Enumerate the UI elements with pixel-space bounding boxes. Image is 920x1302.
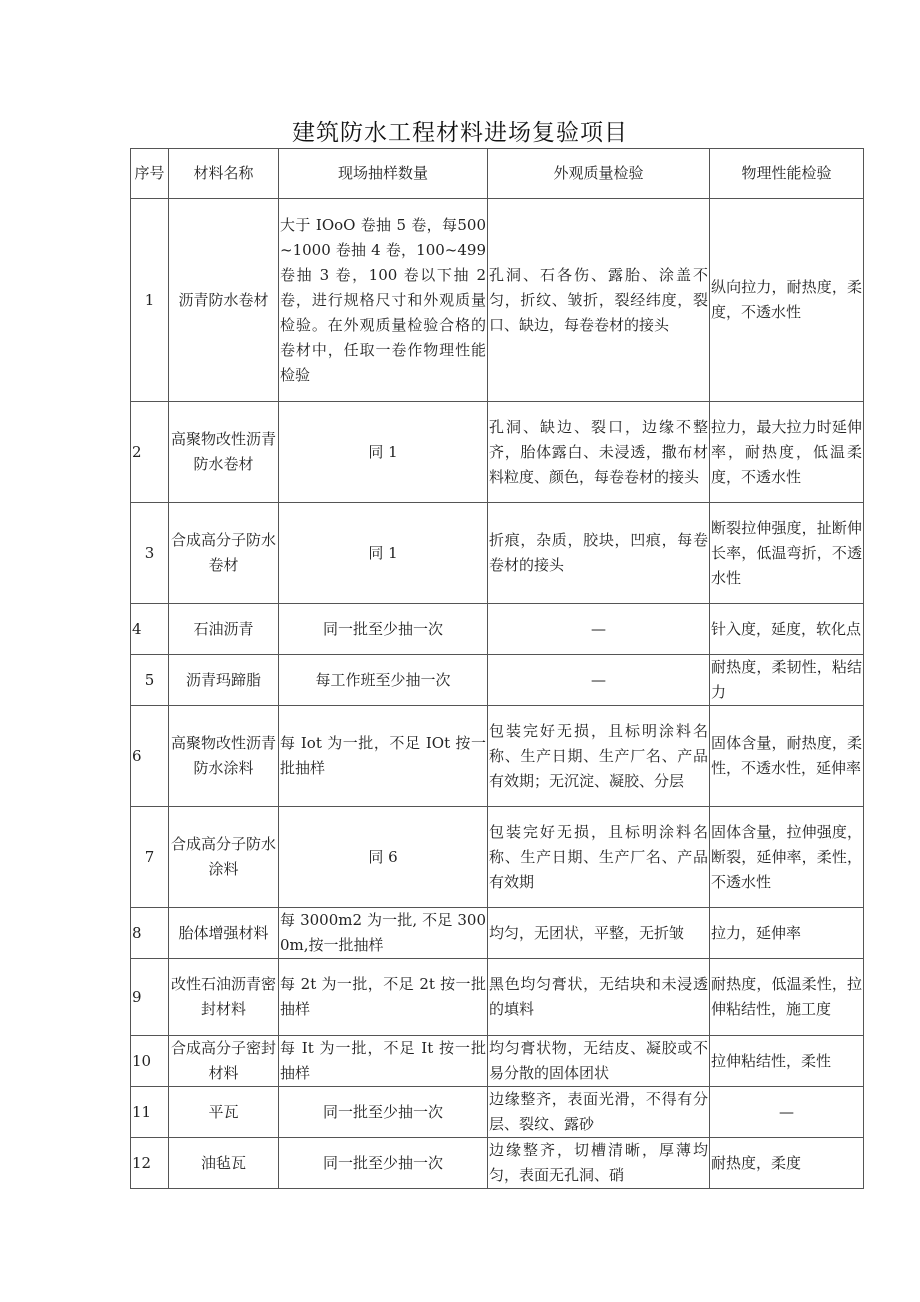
row-appearance: 黑色均匀膏状，无结块和未浸透的填料 [488, 959, 710, 1036]
row-material-name: 平瓦 [169, 1087, 279, 1138]
row-material-name: 沥青玛蹄脂 [169, 655, 279, 706]
row-appearance: 均匀，无团状，平整，无折皱 [488, 908, 710, 959]
row-sample-quantity: 每 It 为一批，不足 It 按一批抽样 [279, 1036, 488, 1087]
row-physical: 拉伸粘结性，柔性 [710, 1036, 864, 1087]
row-physical: 纵向拉力，耐热度，柔度，不透水性 [710, 199, 864, 402]
row-material-name: 合成高分子防水涂料 [169, 807, 279, 908]
row-seq: 11 [131, 1087, 169, 1138]
row-seq: 10 [131, 1036, 169, 1087]
row-physical: 耐热度，柔韧性，粘结力 [710, 655, 864, 706]
table-row [131, 807, 864, 908]
row-physical: 针入度，延度，软化点 [710, 604, 864, 655]
row-physical: 断裂拉伸强度，扯断伸长率，低温弯折，不透水性 [710, 503, 864, 604]
header-physical-check: 物理性能检验 [710, 149, 864, 199]
header-sample-quantity: 现场抽样数量 [279, 149, 488, 199]
row-appearance: 均匀膏状物，无结皮、凝胶或不易分散的固体团状 [488, 1036, 710, 1087]
row-seq: 12 [131, 1138, 169, 1189]
inspection-table [130, 148, 864, 1189]
row-material-name: 油毡瓦 [169, 1138, 279, 1189]
row-appearance: — [488, 604, 710, 655]
row-seq: 4 [131, 604, 169, 655]
row-physical: 耐热度，柔度 [710, 1138, 864, 1189]
row-appearance: 折痕，杂质，胶块，凹痕，每卷卷材的接头 [488, 503, 710, 604]
row-material-name: 胎体增强材料 [169, 908, 279, 959]
row-appearance: 包装完好无损，且标明涂料名称、生产日期、生产厂名、产品有效期 [488, 807, 710, 908]
row-material-name: 高聚物改性沥青防水卷材 [169, 402, 279, 503]
row-seq: 7 [131, 807, 169, 908]
row-appearance: 孔洞、石各伤、露胎、涂盖不匀，折纹、皱折，裂经纬度，裂口、缺边，每卷卷材的接头 [488, 199, 710, 402]
table-row [131, 1138, 864, 1189]
row-seq: 2 [131, 402, 169, 503]
row-material-name: 沥青防水卷材 [169, 199, 279, 402]
table-row [131, 604, 864, 655]
header-material-name: 材料名称 [169, 149, 279, 199]
header-appearance-check: 外观质量检验 [488, 149, 710, 199]
table-row [131, 959, 864, 1036]
page-title: 建筑防水工程材料进场复验项目 [292, 120, 628, 146]
row-seq: 3 [131, 503, 169, 604]
row-physical: 拉力，最大拉力时延伸率，耐热度，低温柔度，不透水性 [710, 402, 864, 503]
table-row [131, 1036, 864, 1087]
table-row [131, 706, 864, 807]
row-physical: — [710, 1087, 864, 1138]
row-sample-quantity: 每 Iot 为一批，不足 IOt 按一批抽样 [279, 706, 488, 807]
row-physical: 耐热度，低温柔性，拉伸粘结性，施工度 [710, 959, 864, 1036]
row-material-name: 合成高分子防水卷材 [169, 503, 279, 604]
row-sample-quantity: 同 1 [279, 503, 488, 604]
row-sample-quantity: 同一批至少抽一次 [279, 1138, 488, 1189]
row-sample-quantity: 大于 IOoO 卷抽 5 卷，每500~1000 卷抽 4 卷，100~499 卷抽 3 卷，100 卷以下抽 2 卷，进行规格尺寸和外观质量检验。在外观质量检验合格的卷材中，任取一卷作物理性能检验 [279, 199, 488, 402]
row-sample-quantity: 同 1 [279, 402, 488, 503]
row-sample-quantity: 同一批至少抽一次 [279, 604, 488, 655]
row-seq: 6 [131, 706, 169, 807]
row-appearance: 边缘整齐，切槽清晰，厚薄均匀，表面无孔洞、硝 [488, 1138, 710, 1189]
table-row [131, 908, 864, 959]
row-material-name: 石油沥青 [169, 604, 279, 655]
row-seq: 8 [131, 908, 169, 959]
row-material-name: 改性石油沥青密封材料 [169, 959, 279, 1036]
row-appearance: 边缘整齐，表面光滑，不得有分层、裂纹、露砂 [488, 1087, 710, 1138]
table-row [131, 199, 864, 402]
row-physical: 拉力，延伸率 [710, 908, 864, 959]
header-row [131, 149, 864, 199]
row-seq: 1 [131, 199, 169, 402]
row-sample-quantity: 同 6 [279, 807, 488, 908]
row-material-name: 合成高分子密封材料 [169, 1036, 279, 1087]
row-appearance: 孔洞、缺边、裂口，边缘不整齐，胎体露白、未浸透，撒布材料粒度、颜色，每卷卷材的接头 [488, 402, 710, 503]
table-row [131, 1087, 864, 1138]
row-physical: 固体含量，耐热度，柔性，不透水性，延伸率 [710, 706, 864, 807]
row-appearance: 包装完好无损，且标明涂料名称、生产日期、生产厂名、产品有效期；无沉淀、凝胶、分层 [488, 706, 710, 807]
header-seq: 序号 [131, 149, 169, 199]
row-sample-quantity: 每 3000m2 为一批, 不足 3000m,按一批抽样 [279, 908, 488, 959]
table-row [131, 503, 864, 604]
row-sample-quantity: 同一批至少抽一次 [279, 1087, 488, 1138]
table-row [131, 655, 864, 706]
row-seq: 5 [131, 655, 169, 706]
row-appearance: — [488, 655, 710, 706]
row-seq: 9 [131, 959, 169, 1036]
row-material-name: 高聚物改性沥青防水涂料 [169, 706, 279, 807]
row-physical: 固体含量，拉伸强度，断裂，延伸率，柔性，不透水性 [710, 807, 864, 908]
row-sample-quantity: 每工作班至少抽一次 [279, 655, 488, 706]
row-sample-quantity: 每 2t 为一批，不足 2t 按一批抽样 [279, 959, 488, 1036]
table-row [131, 402, 864, 503]
